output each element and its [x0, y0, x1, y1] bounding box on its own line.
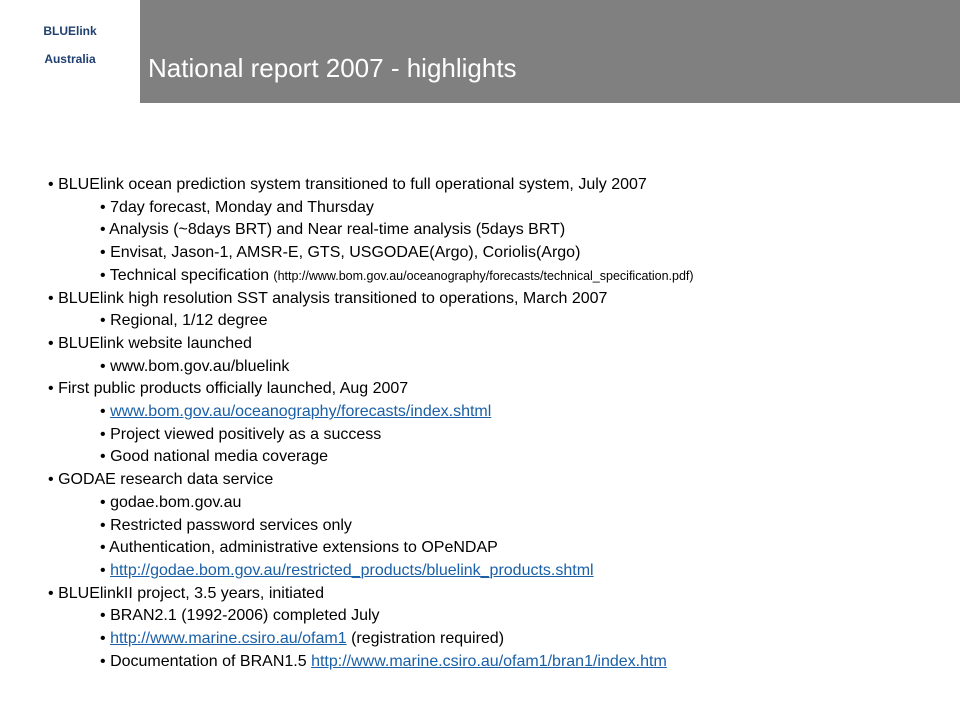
sub-list-item [48, 242, 948, 265]
item-text: godae.bom.gov.au [110, 493, 242, 511]
list-item [48, 378, 948, 401]
logo [0, 0, 140, 103]
bullet: • [48, 584, 54, 602]
item-text: (registration required) [351, 630, 505, 648]
item-text: Authentication, administrative extensions to OPeNDAP [109, 539, 498, 557]
logo-line-2: Australia [44, 52, 96, 66]
page-title: National report 2007 - highlights [148, 53, 517, 83]
logo-line-1: BLUElink [43, 24, 97, 38]
bullet: • [100, 244, 106, 262]
bullet: • [48, 176, 54, 193]
forecasts-link[interactable]: www.bom.gov.au/oceanography/forecasts/index.shtml [110, 403, 492, 421]
bullet: • [100, 357, 106, 375]
bullet: • [48, 289, 54, 307]
bullet: • [100, 493, 106, 511]
bullet: • [100, 516, 106, 534]
list-item [48, 333, 948, 356]
bullet: • [100, 561, 106, 579]
sub-list-item [48, 537, 948, 560]
item-text: BLUElink high resolution SST analysis transitioned to operations, March 2007 [58, 289, 608, 307]
item-text: Regional, 1/12 degree [110, 312, 268, 330]
item-text: Restricted password services only [110, 516, 352, 534]
sub-list-item [48, 492, 948, 515]
bullet: • [100, 425, 106, 443]
item-text: First public products officially launched, Aug 2007 [58, 380, 409, 398]
bullet: • [100, 221, 106, 239]
list-item [48, 469, 948, 492]
ofam1-link[interactable]: http://www.marine.csiro.au/ofam1 [110, 630, 347, 648]
item-text: 7day forecast, Monday and Thursday [110, 198, 374, 216]
bullet: • [100, 630, 106, 648]
sub-list-item [48, 605, 948, 628]
spec-url-text: (http://www.bom.gov.au/oceanography/forecasts/technical_specification.pdf) [273, 268, 694, 283]
item-text: Envisat, Jason-1, AMSR-E, GTS, USGODAE(Argo), Coriolis(Argo) [110, 244, 581, 262]
sub-list-item [48, 446, 948, 469]
sub-list-item [48, 628, 948, 651]
item-text: BLUElink ocean prediction system transitioned to full operational system, July 2007 [58, 176, 647, 193]
list-item [48, 288, 948, 311]
bullet-list [48, 174, 948, 673]
bullet: • [100, 266, 106, 284]
item-text: Documentation of BRAN1.5 [110, 652, 307, 670]
item-text: Technical specification [109, 266, 269, 284]
bullet: • [100, 198, 106, 216]
bullet: • [48, 380, 54, 398]
item-text: Analysis (~8days BRT) and Near real-time analysis (5days BRT) [109, 221, 566, 239]
item-text: BRAN2.1 (1992-2006) completed July [110, 607, 380, 625]
item-text: GODAE research data service [58, 471, 274, 489]
restricted-products-link[interactable]: http://godae.bom.gov.au/restricted_products/bluelink_products.shtml [110, 561, 594, 579]
sub-list-item [48, 310, 948, 333]
sub-list-item [48, 651, 948, 674]
bullet: • [100, 652, 106, 670]
item-text: BLUElinkII project, 3.5 years, initiated [58, 584, 324, 602]
bullet: • [48, 334, 54, 352]
bullet: • [100, 539, 106, 557]
sub-list-item [48, 219, 948, 242]
item-text: Good national media coverage [110, 448, 328, 466]
item-text: BLUElink website launched [58, 334, 252, 352]
sub-list-item [48, 515, 948, 538]
sub-list-item [48, 560, 948, 583]
list-item [48, 174, 948, 197]
sub-list-item [48, 265, 948, 288]
bullet: • [100, 607, 106, 625]
bran1-link[interactable]: http://www.marine.csiro.au/ofam1/bran1/index.htm [311, 652, 667, 670]
bullet: • [100, 403, 106, 421]
title-bar [140, 0, 960, 103]
sub-list-item [48, 197, 948, 220]
sub-list-item [48, 401, 948, 424]
bullet: • [48, 471, 54, 489]
item-text: www.bom.gov.au/bluelink [110, 357, 290, 375]
list-item [48, 583, 948, 606]
item-text: Project viewed positively as a success [110, 425, 382, 443]
sub-list-item [48, 356, 948, 379]
bullet: • [100, 448, 106, 466]
sub-list-item [48, 424, 948, 447]
bullet: • [100, 312, 106, 330]
